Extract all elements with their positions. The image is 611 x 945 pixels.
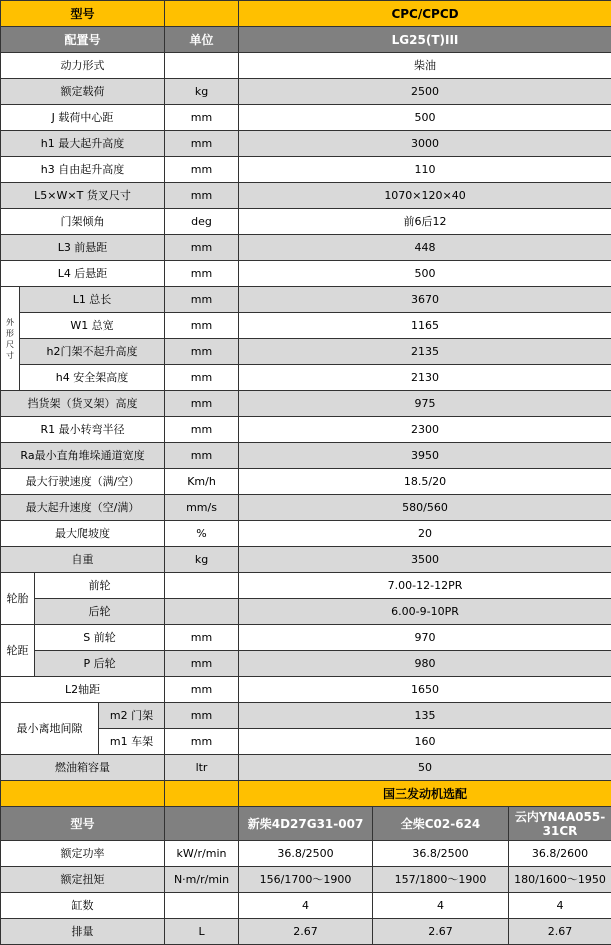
row-label: R1 最小转弯半径 (1, 417, 165, 443)
config-label: 配置号 (1, 27, 165, 53)
engine-title-blank (1, 781, 165, 807)
engine-title-row (1, 781, 611, 807)
row-unit: deg (165, 209, 239, 235)
row-label: 额定扭矩 (1, 867, 165, 893)
row-label: L3 前悬距 (1, 235, 165, 261)
row-value: 4 (509, 893, 611, 919)
engine-row (1, 841, 611, 867)
row-value: 157/1800～1900 (373, 867, 509, 893)
row-label: h2门架不起升高度 (20, 339, 165, 365)
row-label: P 后轮 (35, 651, 165, 677)
engine-model-row (1, 807, 611, 841)
row-value: 160 (239, 729, 611, 755)
row-unit: mm (165, 365, 239, 391)
row-value: 4 (373, 893, 509, 919)
row-unit: mm (165, 651, 239, 677)
row-unit: mm (165, 157, 239, 183)
subheader-row (1, 27, 611, 53)
row-unit: mm (165, 417, 239, 443)
table-row (1, 261, 611, 287)
table-row (1, 651, 611, 677)
row-unit: Km/h (165, 469, 239, 495)
row-unit (165, 573, 239, 599)
row-value: 500 (239, 105, 611, 131)
row-value: 3670 (239, 287, 611, 313)
row-label: 门架倾角 (1, 209, 165, 235)
row-label: 缸数 (1, 893, 165, 919)
row-value: 36.8/2600 (509, 841, 611, 867)
row-value: 前6后12 (239, 209, 611, 235)
table-row (1, 391, 611, 417)
model-label: 型号 (1, 1, 165, 27)
row-label: L2轴距 (1, 677, 165, 703)
engine-model-3: 云内YN4A055-31CR (509, 807, 611, 841)
clearance-group-label: 最小离地间隙 (1, 703, 99, 755)
engine-title: 国三发动机选配 (239, 781, 611, 807)
engine-title-unit-blank (165, 781, 239, 807)
row-unit (165, 599, 239, 625)
row-unit: % (165, 521, 239, 547)
row-label: m2 门架 (99, 703, 165, 729)
row-label: 最大爬坡度 (1, 521, 165, 547)
row-value: 18.5/20 (239, 469, 611, 495)
row-value: 2130 (239, 365, 611, 391)
row-label: h4 安全架高度 (20, 365, 165, 391)
row-value: 36.8/2500 (373, 841, 509, 867)
row-label: h3 自由起升高度 (1, 157, 165, 183)
table-row (1, 443, 611, 469)
model-value: CPC/CPCD (239, 1, 611, 27)
row-unit: mm (165, 443, 239, 469)
table-row (1, 209, 611, 235)
row-value: 36.8/2500 (239, 841, 373, 867)
row-label: L1 总长 (20, 287, 165, 313)
row-value: 1650 (239, 677, 611, 703)
outer-dims-group-label: 外形尺寸 (1, 287, 20, 391)
row-label: 前轮 (35, 573, 165, 599)
table-row (1, 469, 611, 495)
row-label: 自重 (1, 547, 165, 573)
row-value: 7.00-12-12PR (239, 573, 611, 599)
config-value: LG25(T)III (239, 27, 611, 53)
row-unit: mm (165, 625, 239, 651)
header-row (1, 1, 611, 27)
row-label: 后轮 (35, 599, 165, 625)
row-value: 50 (239, 755, 611, 781)
table-row (1, 599, 611, 625)
row-unit: mm (165, 287, 239, 313)
row-label: 排量 (1, 919, 165, 945)
table-row (1, 339, 611, 365)
row-label: m1 车架 (99, 729, 165, 755)
row-unit: mm (165, 131, 239, 157)
table-row (1, 521, 611, 547)
header-unit-blank (165, 1, 239, 27)
row-label: 最大起升速度（空/满） (1, 495, 165, 521)
row-value: 20 (239, 521, 611, 547)
row-unit: mm (165, 703, 239, 729)
row-unit: mm (165, 261, 239, 287)
engine-model-unit-blank (165, 807, 239, 841)
engine-model-1: 新柴4D27G31-007 (239, 807, 373, 841)
row-unit: mm (165, 729, 239, 755)
row-unit: mm/s (165, 495, 239, 521)
row-value: 3950 (239, 443, 611, 469)
row-value: 2.67 (373, 919, 509, 945)
row-value: 3000 (239, 131, 611, 157)
row-label: W1 总宽 (20, 313, 165, 339)
table-row (1, 755, 611, 781)
row-label: S 前轮 (35, 625, 165, 651)
row-value: 柴油 (239, 53, 611, 79)
row-value: 3500 (239, 547, 611, 573)
row-value: 110 (239, 157, 611, 183)
unit-label: 单位 (165, 27, 239, 53)
row-label: 额定功率 (1, 841, 165, 867)
row-unit: mm (165, 183, 239, 209)
row-label: J 载荷中心距 (1, 105, 165, 131)
table-row (1, 625, 611, 651)
row-unit: N·m/r/min (165, 867, 239, 893)
engine-model-label: 型号 (1, 807, 165, 841)
row-unit: kg (165, 547, 239, 573)
row-unit (165, 893, 239, 919)
engine-row (1, 893, 611, 919)
table-row (1, 235, 611, 261)
row-unit: mm (165, 235, 239, 261)
table-row (1, 53, 611, 79)
row-label: 额定载荷 (1, 79, 165, 105)
table-row (1, 183, 611, 209)
row-unit: mm (165, 677, 239, 703)
row-unit: mm (165, 105, 239, 131)
row-unit: L (165, 919, 239, 945)
row-value: 6.00-9-10PR (239, 599, 611, 625)
table-row (1, 547, 611, 573)
row-value: 580/560 (239, 495, 611, 521)
row-unit: ltr (165, 755, 239, 781)
engine-row (1, 919, 611, 945)
row-value: 970 (239, 625, 611, 651)
tires-group-label: 轮胎 (1, 573, 35, 625)
table-row (1, 79, 611, 105)
row-unit (165, 53, 239, 79)
row-label: 燃油箱容量 (1, 755, 165, 781)
row-value: 2.67 (239, 919, 373, 945)
table-row (1, 677, 611, 703)
row-unit: kW/r/min (165, 841, 239, 867)
engine-row (1, 867, 611, 893)
row-label: h1 最大起升高度 (1, 131, 165, 157)
row-value: 1165 (239, 313, 611, 339)
row-label: L5×W×T 货叉尺寸 (1, 183, 165, 209)
row-label: 最大行驶速度（满/空） (1, 469, 165, 495)
row-value: 2500 (239, 79, 611, 105)
row-value: 156/1700～1900 (239, 867, 373, 893)
row-value: 180/1600～1950 (509, 867, 611, 893)
row-value: 2.67 (509, 919, 611, 945)
row-unit: mm (165, 391, 239, 417)
row-unit: mm (165, 313, 239, 339)
table-row (1, 287, 611, 313)
row-value: 2300 (239, 417, 611, 443)
row-label: Ra最小直角堆垛通道宽度 (1, 443, 165, 469)
engine-model-2: 全柴C02-624 (373, 807, 509, 841)
row-label: L4 后悬距 (1, 261, 165, 287)
table-row (1, 573, 611, 599)
row-value: 1070×120×40 (239, 183, 611, 209)
track-group-label: 轮距 (1, 625, 35, 677)
table-row (1, 131, 611, 157)
table-row (1, 365, 611, 391)
row-value: 2135 (239, 339, 611, 365)
row-value: 448 (239, 235, 611, 261)
table-row (1, 157, 611, 183)
row-value: 980 (239, 651, 611, 677)
row-value: 135 (239, 703, 611, 729)
table-row (1, 313, 611, 339)
table-row (1, 703, 611, 729)
table-row (1, 495, 611, 521)
row-value: 4 (239, 893, 373, 919)
row-label: 挡货架（货叉架）高度 (1, 391, 165, 417)
row-label: 动力形式 (1, 53, 165, 79)
row-value: 975 (239, 391, 611, 417)
row-value: 500 (239, 261, 611, 287)
row-unit: mm (165, 339, 239, 365)
table-row (1, 105, 611, 131)
table-row (1, 417, 611, 443)
row-unit: kg (165, 79, 239, 105)
